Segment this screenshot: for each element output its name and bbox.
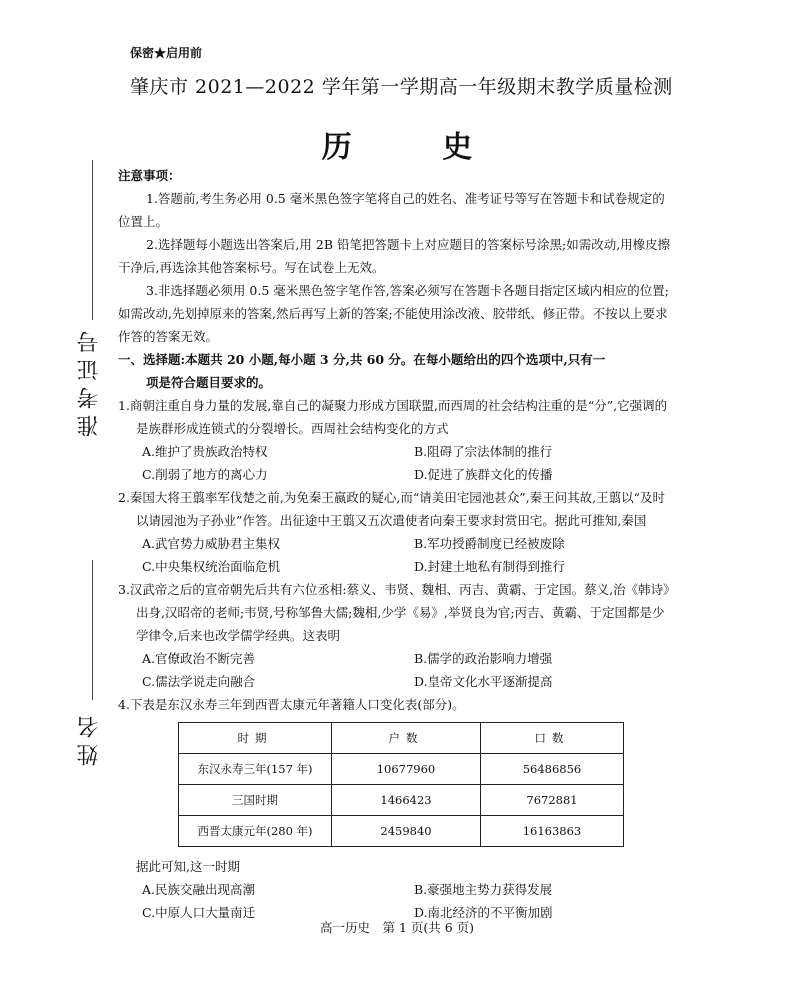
question-options [118, 440, 674, 486]
table-row [179, 754, 624, 785]
option-a: A.官僚政治不断完善 [142, 651, 256, 666]
name-field [60, 560, 110, 780]
question-3 [118, 578, 674, 693]
question-text: 2.秦国大将王翦率军伐楚之前,为免秦王嬴政的疑心,而“请美田宅园池甚众”,秦王问其故,王翦以“及时以请园池为子孙业”作答。出征途中王翦又五次遣使者向秦王要求封赏田宅。据此可推知,秦国 [118, 490, 665, 528]
exam-content [118, 164, 674, 924]
question-options [118, 647, 674, 693]
question-followup: 据此可知,这一时期 [136, 859, 240, 874]
table-row [179, 785, 624, 816]
ticket-number-field [60, 160, 110, 460]
option-c: C.儒法学说走向融合 [142, 674, 256, 689]
notice-item: 3.非选择题必须用 0.5 毫米黑色签字笔作答,答案必须写在答题卡各题目指定区域内相应的位置;如需改动,先划掉原来的答案,然后再写上新的答案;不能使用涂改液、胶带纸、修正带。不按以上要求作答的答案无效。 [118, 283, 669, 344]
option-d: D.南北经济的不平衡加剧 [414, 905, 553, 920]
subject-title: 历 史 [321, 130, 513, 165]
table-header-cell: 户数 [332, 723, 481, 754]
question-text: 1.商朝注重自身力量的发展,靠自己的凝聚力形成方国联盟,而西周的社会结构注重的是“分”,它强调的是族群形成连锁式的分裂增长。西周社会结构变化的方式 [118, 398, 668, 436]
population-table [178, 722, 624, 847]
option-d: D.促进了族群文化的传播 [414, 467, 553, 482]
option-c: C.削弱了地方的离心力 [142, 467, 268, 482]
option-a: A.武官势力威胁君主集权 [142, 536, 281, 551]
section-heading-line1: 一、选择题:本题共 20 小题,每小题 3 分,共 60 分。在每小题给出的四个选项中,只有一 [118, 352, 606, 367]
question-2 [118, 486, 674, 578]
table-cell: 2459840 [332, 816, 481, 847]
name-label: 姓名 [77, 710, 102, 766]
section-heading [118, 348, 674, 394]
table-header-cell: 口数 [481, 723, 624, 754]
option-b: B.豪强地主势力获得发展 [414, 882, 553, 897]
table-cell: 16163863 [481, 816, 624, 847]
confidential-mark: 保密★启用前 [130, 46, 203, 60]
notice-item: 2.选择题每小题选出答案后,用 2B 铅笔把答题卡上对应题目的答案标号涂黑;如需改动,用橡皮擦干净后,再选涂其他答案标号。写在试卷上无效。 [118, 237, 671, 275]
exam-title: 肇庆市 2021—2022 学年第一学期高一年级期末教学质量检测 [130, 76, 673, 98]
question-options [118, 532, 674, 578]
table-cell: 7672881 [481, 785, 624, 816]
table-cell: 三国时期 [179, 785, 332, 816]
page-footer: 高一历史 第 1 页(共 6 页) [319, 920, 475, 935]
option-b: B.儒学的政治影响力增强 [414, 651, 553, 666]
question-1 [118, 394, 674, 486]
option-b: B.阻碍了宗法体制的推行 [414, 444, 553, 459]
ticket-number-label: 准考证号 [77, 325, 102, 437]
table-header-row [179, 723, 624, 754]
table-header-cell: 时期 [179, 723, 332, 754]
table-cell: 1466423 [332, 785, 481, 816]
notice-title: 注意事项： [118, 168, 181, 183]
ticket-number-line [92, 160, 93, 320]
option-d: D.封建土地私有制得到推行 [414, 559, 566, 574]
option-b: B.军功授爵制度已经被废除 [414, 536, 565, 551]
name-line [92, 560, 93, 700]
question-text: 4.下表是东汉永寿三年到西晋太康元年著籍人口变化表(部分)。 [118, 697, 465, 712]
question-4 [118, 693, 674, 924]
option-a: A.民族交融出现高潮 [142, 882, 256, 897]
table-cell: 56486856 [481, 754, 624, 785]
option-a: A.维护了贵族政治特权 [142, 444, 268, 459]
option-c: C.中原人口大量南迁 [142, 905, 256, 920]
table-cell: 西晋太康元年(280 年) [179, 816, 332, 847]
option-c: C.中央集权统治面临危机 [142, 559, 281, 574]
table-cell: 东汉永寿三年(157 年) [179, 754, 332, 785]
section-heading-line2: 项是符合题目要求的。 [146, 375, 272, 390]
option-d: D.皇帝文化水平逐渐提高 [414, 674, 553, 689]
table-row [179, 816, 624, 847]
question-text: 3.汉武帝之后的宣帝朝先后共有六位丞相:蔡义、韦贤、魏相、丙吉、黄霸、于定国。蔡义,治《韩诗》出身,汉昭帝的老师;韦贤,号称邹鲁大儒;魏相,少学《易》,举贤良为官;丙吉、黄霸、于定国都是少学律令,后来也改学儒学经典。这表明 [118, 582, 670, 643]
notice-item: 1.答题前,考生务必用 0.5 毫米黑色签字笔将自己的姓名、准考证号等写在答题卡和试卷规定的位置上。 [118, 191, 665, 229]
table-cell: 10677960 [332, 754, 481, 785]
